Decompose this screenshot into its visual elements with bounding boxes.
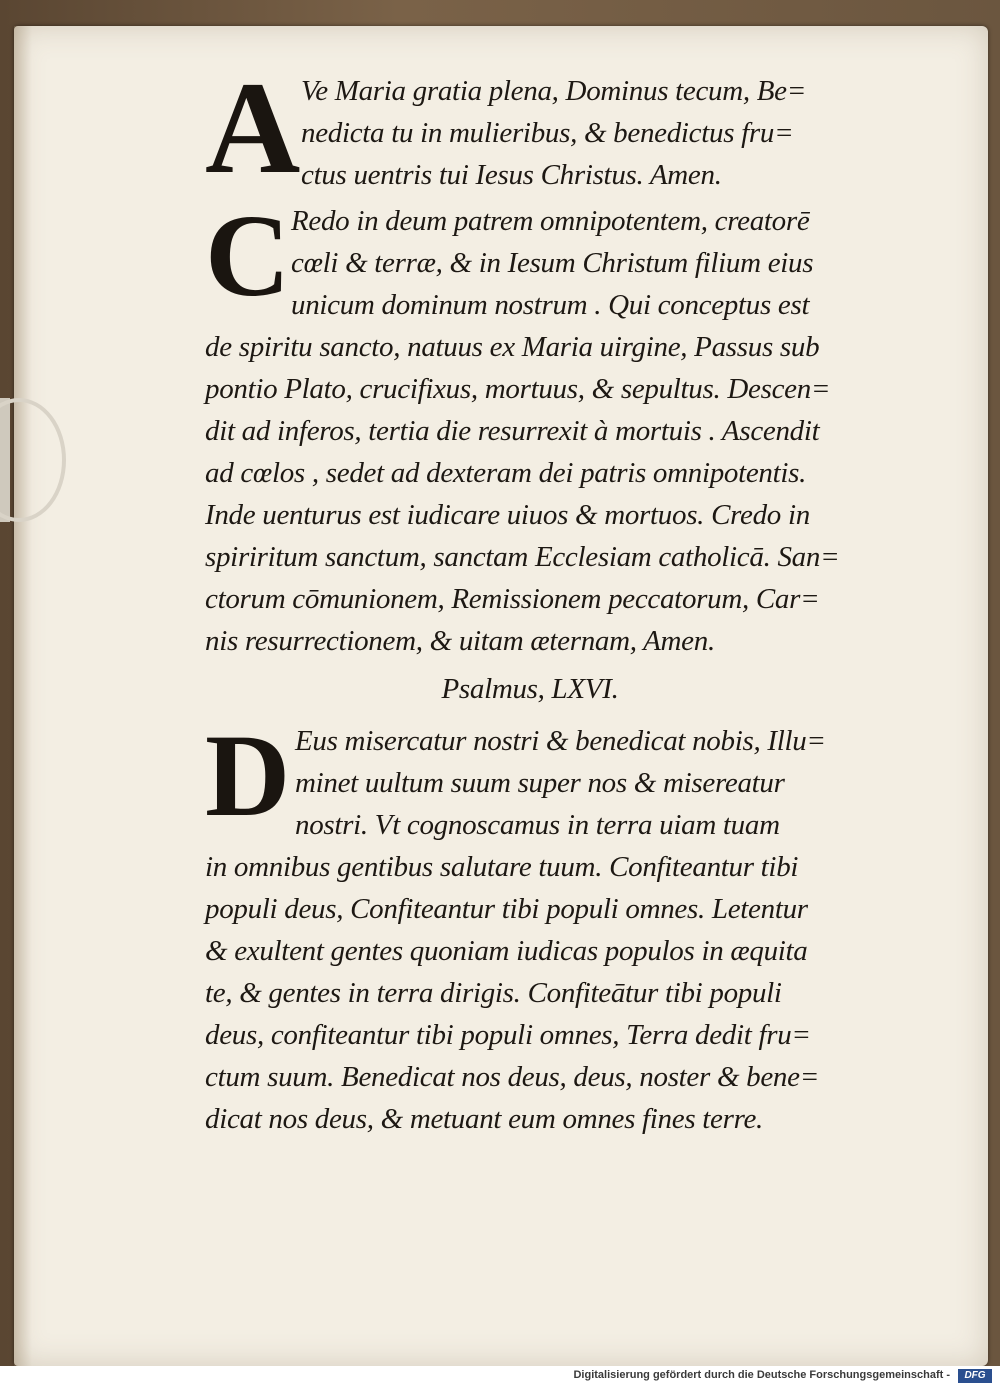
text-line: pontio Plato, crucifixus, mortuus, & sepultus. Descen= xyxy=(205,373,831,405)
credo-paragraph xyxy=(205,190,885,662)
text-line: in omnibus gentibus salutare tuum. Confiteantur tibi xyxy=(205,851,799,883)
text-line: te, & gentes in terra dirigis. Confiteātur tibi populi xyxy=(205,977,782,1009)
text-line: unicum dominum nostrum . Qui conceptus est xyxy=(291,289,810,321)
text-line: ad cœlos , sedet ad dexteram dei patris omnipotentis. xyxy=(205,457,807,489)
text-line: cœli & terræ, & in Iesum Christum filium eius xyxy=(291,247,814,279)
text-line: ctus uentris tui Iesus Christus. Amen. xyxy=(301,159,722,191)
text-line: nis resurrectionem, & uitam æternam, Amen. xyxy=(205,625,715,657)
text-line: populi deus, Confiteantur tibi populi omnes. Letentur xyxy=(205,893,808,925)
text-line: minet uultum suum super nos & misereatur xyxy=(295,767,785,799)
text-line: ctum suum. Benedicat nos deus, deus, noster & bene= xyxy=(205,1061,819,1093)
text-line: Redo in deum patrem omnipotentem, creatorē xyxy=(291,205,810,237)
dropcap-a: A xyxy=(205,54,301,201)
ave-maria-paragraph xyxy=(205,54,885,201)
page-gutter-shadow xyxy=(14,26,32,1366)
text-line: nedicta tu in mulieribus, & benedictus fru= xyxy=(301,117,794,149)
text-line: dicat nos deus, & metuant eum omnes fines terre. xyxy=(205,1103,763,1135)
digitization-footer xyxy=(0,1366,1000,1387)
text-line: ctorum cōmunionem, Remissionem peccatorum, Car= xyxy=(205,583,820,615)
psalm-paragraph xyxy=(205,710,885,1140)
dfg-logo: DFG xyxy=(958,1369,992,1383)
text-line: Eus misercatur nostri & benedicat nobis, Illu= xyxy=(295,725,826,757)
text-line: Inde uenturus est iudicare uiuos & mortuos. Credo in xyxy=(205,499,810,531)
dropcap-c: C xyxy=(205,190,290,321)
footer-credit: Digitalisierung gefördert durch die Deutsche Forschungsgemeinschaft - xyxy=(573,1369,950,1381)
psalm-heading: Psalmus, LXVI. xyxy=(441,673,619,705)
text-line: deus, confiteantur tibi populi omnes, Terra dedit fru= xyxy=(205,1019,811,1051)
text-line: de spiritu sancto, natuus ex Maria uirgine, Passus sub xyxy=(205,331,820,363)
text-line: nostri. Vt cognoscamus in terra uiam tuam xyxy=(295,809,780,841)
text-line: Ve Maria gratia plena, Dominus tecum, Be= xyxy=(301,75,807,107)
text-line: spiriritum sanctum, sanctam Ecclesiam catholicā. San= xyxy=(205,541,840,573)
text-line: & exultent gentes quoniam iudicas populos in æquita xyxy=(205,935,808,967)
dropcap-d: D xyxy=(205,710,290,841)
text-line: dit ad inferos, tertia die resurrexit à mortuis . Ascendit xyxy=(205,415,820,447)
page-text xyxy=(205,54,885,1140)
